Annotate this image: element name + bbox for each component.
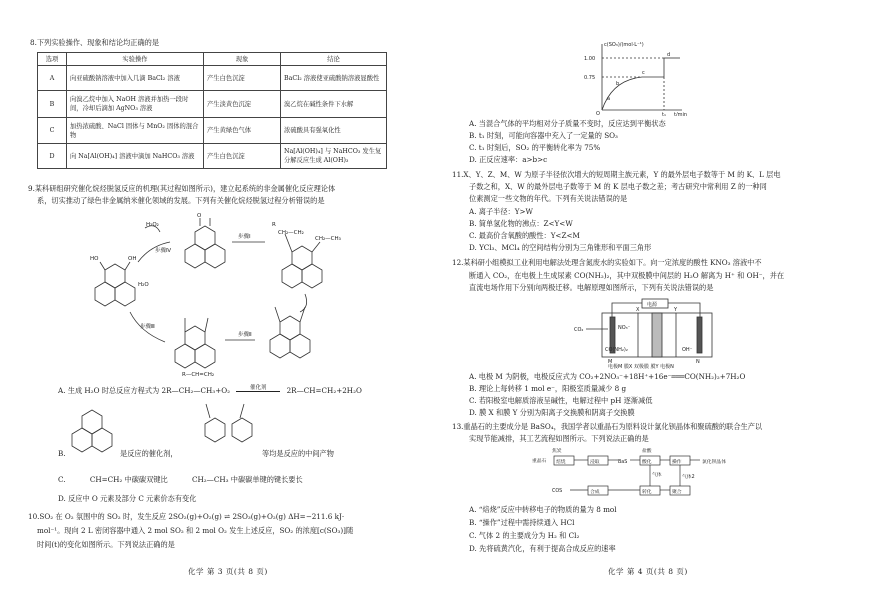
q11-option-b: B. 简单氢化物的沸点：Z<Y<W [469, 219, 573, 228]
q9-option-a-tail: 2R—CH=CH₂+2H₂O [286, 386, 362, 395]
table-header [38, 53, 387, 66]
q12-line2: 断通入 CO₂，在电极上生成尿素 CO(NH₂)₂，其中双极膜中间层的 H₂O 解离为 H⁺ 和 OH⁻，并在 [469, 271, 785, 280]
q8-stem: 8.下列实验操作、现象和结论均正确的是 [30, 38, 160, 47]
stone-label: 重晶石 [532, 459, 547, 464]
catalyst-arrow-label: 催化剂 [236, 383, 280, 392]
synthesis-label: 合成 [590, 490, 600, 495]
h2o2-label: H₂O₂ [146, 222, 159, 228]
table-row [38, 66, 387, 91]
electrode-n-label: N [696, 359, 700, 365]
row-conclusion: 浓硫酸具有强氧化性 [281, 118, 387, 144]
rch-label: R—CH=CH₂ [182, 372, 215, 378]
row-phenomenon: 产生白色沉淀 [204, 144, 281, 169]
q8-table [37, 52, 387, 169]
coal-label: 焦炭 [552, 449, 562, 454]
acidify-label: 酸化 [642, 460, 652, 465]
cos-label: COS [552, 489, 563, 494]
product-label: 氯化钡晶体 [702, 460, 726, 465]
point-c: c [642, 70, 645, 76]
bas-label: BaS [618, 460, 628, 465]
step2-label: 步骤Ⅱ [238, 332, 252, 338]
row-phenomenon: 产生黄绿色气体 [204, 118, 281, 144]
q13-option-d: D. 先将硫黄汽化，有利于提高合成反应的速率 [469, 544, 616, 553]
row-option: A [38, 66, 67, 91]
intermediate-right-bottom [270, 307, 310, 358]
graph-y1: 1.00 [584, 56, 596, 62]
q9-option-b-tail: 等均是反应的中间产物 [262, 449, 334, 458]
ho-label: HO [90, 256, 99, 262]
leach-label: 浸取 [590, 460, 600, 465]
q9-option-c-mid: CH=CH₂ 中碳碳双键比 [89, 475, 168, 484]
q9-option-c [58, 475, 303, 485]
graph-origin: O [596, 111, 600, 116]
row-option: D [38, 144, 67, 169]
intermediate-bottom [175, 318, 215, 368]
roast-label: 焙烧 [556, 460, 566, 465]
bipolar-membrane [652, 313, 662, 357]
catalyst-molecule-top [185, 218, 225, 268]
q10-line2: mol⁻¹。现向 2 L 密闭容器中通入 2 mol SO₂ 和 2 mol O₂ 发生上述反应，SO₂ 的浓度[c(SO₃)]随 [37, 526, 354, 535]
footer-right: 化学 第 4 页(共 8 页) [608, 567, 688, 576]
q9-option-c-label: C. [58, 475, 66, 484]
point-d: d [667, 52, 671, 58]
oh-label: OH⁻ [682, 347, 693, 353]
convert-label: 转化 [642, 490, 652, 495]
q12-option-a: A. 电极 M 为阴极，电极反应式为 CO₂+2NO₃⁻+18H⁺+16e⁻═══CO(NH₂)₂+7H₂O [469, 372, 746, 381]
ch2ch3-label: CH₂—CH₃ [315, 236, 341, 242]
table-row [38, 118, 387, 144]
oh-label: OH [128, 256, 137, 262]
no3-label: NO₃⁻ [618, 325, 631, 331]
intermediate-right-top [282, 234, 322, 288]
operation-label: 操作 [672, 460, 682, 465]
electrode-n [697, 317, 702, 353]
power-label: 电源 [647, 302, 658, 308]
q9-option-b-mid: 是反应的催化剂， [120, 449, 178, 458]
row-conclusion: 溴乙烷在碱性条件下水解 [281, 91, 387, 118]
q9-stem-line1: 9.某科研组研究催化烷烃脱氢反应的机理(其过程如图所示)，建立起系统的非金属催化反应理论体 [28, 184, 336, 193]
graph-y2: 0.75 [584, 75, 596, 81]
membrane-x-label: X [636, 307, 640, 313]
q9-option-a [58, 383, 362, 396]
q11-option-c: C. 最高价含氧酸的酸性：Y<Z<M [469, 231, 580, 240]
wire-right [668, 303, 700, 317]
q13-option-a: A. “焙烧”反应中转移电子的物质的量为 8 mol [469, 505, 617, 514]
q12-line3: 直流电场作用下分别向两极迁移。电解原理如图所示，下列有关说法错误的是 [469, 283, 714, 292]
graph-ylabel: c(SO₃)/(mol·L⁻¹) [604, 42, 644, 48]
row-option: C [38, 118, 67, 144]
q13-process-flow [530, 446, 750, 504]
h2o-label: H₂O [138, 282, 149, 288]
header-cell: 选项 [38, 53, 67, 66]
ch2ch2-label: CH₂—CH₂ [278, 230, 304, 236]
gas-label: 气体 [652, 473, 662, 478]
electrode-m-label: M [608, 359, 613, 365]
q11-line3: 位素测定一些文物的年代。下列有关说法错误的是 [469, 194, 628, 203]
step3-label: 步骤Ⅲ [140, 324, 155, 330]
q10-option-a: A. 当混合气体的平均相对分子质量不变时，反应达到平衡状态 [469, 119, 666, 128]
point-b: b [616, 81, 620, 87]
q13-option-c: C. 气体 2 的主要成分为 H₂ 和 Cl₂ [469, 531, 580, 540]
catalytic-mechanism-diagram [60, 212, 360, 380]
row-operation: 向溴乙烷中加入 NaOH 溶液并加热一段时间，冷却后滴加 AgNO₃ 溶液 [67, 91, 204, 118]
point-a: a [607, 96, 611, 102]
header-cell: 结论 [281, 53, 387, 66]
gas2-label: 气体2 [682, 475, 695, 480]
q10-option-d: D. 正反应速率：a>b>c [469, 155, 548, 164]
r-label: R [272, 222, 276, 228]
q11-option-d: D. YCl₃、MCl₄ 的空间结构分别为三角锥形和平面三角形 [469, 243, 652, 252]
q9-option-c-tail: CH₂—CH₃ 中碳碳单键的键长要长 [191, 475, 303, 484]
q12-line1: 12.某科研小组模拟工业利用电解法处理含氮废水的实验如下。向一定浓度的酸性 KNO₃ 溶液中不 [452, 258, 762, 267]
q10-line1: 10.SO₂ 在 O₂ 氛围中的 SO₂ 时，发生反应 2SO₂(g)+O₂(g) ⇌ 2SO₃(g)+O₂(g) ΔH=−211.6 kJ· [28, 512, 345, 521]
intermediate-left [95, 262, 135, 306]
q11-option-a: A. 离子半径：Y>W [469, 207, 533, 216]
row-option: B [38, 91, 67, 118]
footer-left: 化学 第 3 页(共 8 页) [188, 567, 268, 576]
q12-electrolysis-diagram [572, 295, 742, 369]
polymer-label: 聚合 [672, 490, 682, 495]
co2-label: CO₂ [574, 327, 584, 333]
q9-option-b-pre: B. [58, 449, 66, 458]
q12-option-b: B. 理论上每转移 1 mol e⁻，阳极室质量减少 8 g [469, 384, 627, 393]
q9-stem-line2: 系，切实推动了绿色非金属纳米催化领域的发展。下列有关催化烷烃脱氢过程分析错误的是 [37, 196, 325, 205]
arrow-step2 [300, 294, 307, 312]
q13-line1: 13.重晶石的主要成分是 BaSO₄，我国学者以重晶石为原料设计氯化钡晶体和聚硫酸的联合生产以 [452, 422, 763, 431]
step1-label: 步骤Ⅰ [238, 234, 251, 240]
q10-concentration-graph [582, 40, 692, 116]
step4-label: 步骤Ⅳ [155, 248, 172, 254]
q10-option-c: C. t₁ 时刻后，SO₂ 的平衡转化率为 75% [469, 143, 601, 152]
row-phenomenon: 产生白色沉淀 [204, 66, 281, 91]
hcl-label: 盐酸 [642, 449, 652, 454]
graph-xlabel: t/min [674, 112, 688, 116]
q11-line2: 子数之和，X、W 的最外层电子数等于 M 的 K 层电子数之差；考古研究中常利用 Z 的一种同 [469, 182, 767, 191]
q13-option-b: B. “操作”过程中需持续通入 HCl [469, 518, 575, 527]
row-conclusion: Na[Al(OH)₄] 与 NaHCO₃ 发生复分解反应生成 Al(OH)₃ [281, 144, 387, 169]
q10-line3: 时间(t)的变化如图所示。下列说法正确的是 [37, 540, 175, 549]
table-row [38, 91, 387, 118]
graph-t1: t₁ [662, 112, 666, 116]
header-cell: 现象 [204, 53, 281, 66]
urea-label: CO(NH₂)₂ [605, 347, 628, 353]
row-operation: 向 Na[Al(OH)₄] 溶液中滴加 NaHCO₃ 溶液 [67, 144, 204, 169]
q11-line1: 11.X、Y、Z、M、W 为原子半径依次增大的短周期主族元素，Y 的最外层电子数等于 M 的 K、L 层电 [452, 170, 781, 179]
q9-option-d: D. 反应中 O 元素及部分 C 元素价态有变化 [58, 494, 197, 503]
row-operation: 向亚硫酸钠溶液中加入几滴 BaCl₂ 溶液 [67, 66, 204, 91]
o-label: O [197, 213, 202, 219]
q10-option-b: B. t₁ 时刻，可能向容器中充入了一定量的 SO₃ [469, 131, 618, 140]
q12-option-d: D. 膜 X 和膜 Y 分别为阳离子交换膜和阴离子交换膜 [469, 408, 635, 417]
row-phenomenon: 产生淡黄色沉淀 [204, 91, 281, 118]
q12-option-c: C. 若阳极室电解质溶液呈碱性，电解过程中 pH 逐渐减低 [469, 396, 653, 405]
diagram-caption: 电极M 膜X 双极膜 膜Y 电极N [608, 364, 674, 369]
curve-before-t1 [602, 77, 664, 110]
q13-line2: 实现节能减排，其工艺流程如图所示。下列说法正确的是 [469, 434, 649, 443]
membrane-y-label: Y [674, 307, 678, 313]
q9-option-a-text: A. 生成 H₂O 时总反应方程式为 2R—CH₂—CH₃+O₂ [58, 386, 230, 395]
row-operation: 加热浓硫酸、NaCl 固体与 MnO₂ 固体的混合物 [67, 118, 204, 144]
row-conclusion: BaCl₂ 溶液使亚硫酸钠溶液显酸性 [281, 66, 387, 91]
header-cell: 实验操作 [67, 53, 204, 66]
table-row [38, 144, 387, 169]
